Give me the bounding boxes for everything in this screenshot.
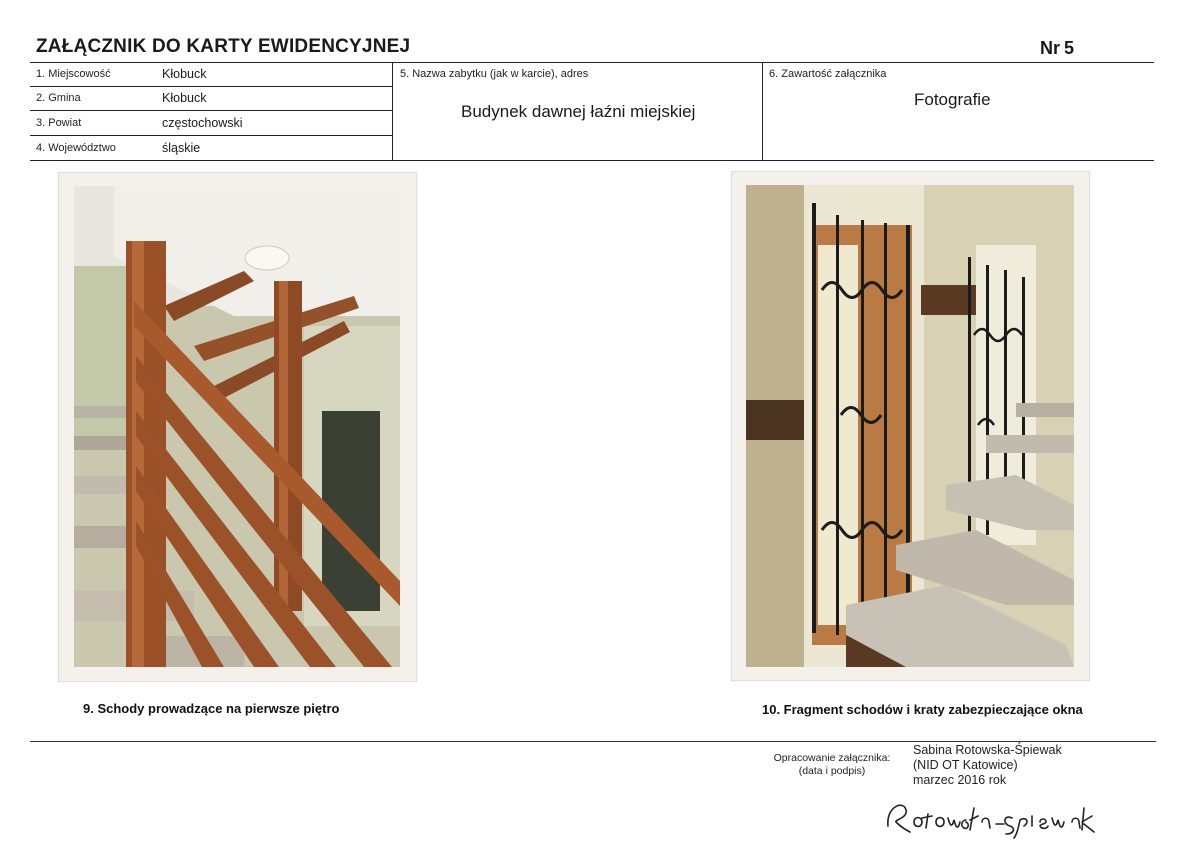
attachment-label: 6. Zawartość załącznika	[769, 68, 887, 80]
photo-caption: 10. Fragment schodów i kraty zabezpieczające okna	[762, 702, 1083, 717]
row-divider	[30, 110, 392, 111]
field-label-powiat: 3. Powiat	[36, 117, 82, 129]
column-divider	[392, 62, 393, 160]
window-grilles-photo-image	[746, 185, 1074, 667]
table-bottom-border	[30, 160, 1154, 161]
row-divider	[30, 135, 392, 136]
handwritten-signature	[884, 796, 1099, 840]
column-divider	[762, 62, 763, 160]
author-block	[913, 743, 1062, 788]
photo-staircase	[58, 172, 417, 682]
field-label-gmina: 2. Gmina	[36, 92, 81, 104]
author-date: marzec 2016 rok	[913, 773, 1007, 787]
monument-label: 5. Nazwa zabytku (jak w karcie), adres	[400, 68, 589, 80]
field-value-wojewodztwo: śląskie	[162, 141, 201, 155]
author-name: Sabina Rotowska-Śpiewak	[913, 743, 1062, 757]
number-label: Nr	[1040, 38, 1061, 58]
field-value-gmina: Kłobuck	[162, 91, 207, 105]
prepared-by-label	[762, 752, 902, 778]
field-value-powiat: częstochowski	[162, 116, 243, 130]
document-number	[1036, 38, 1074, 59]
document-title: ZAŁĄCZNIK DO KARTY EWIDENCYJNEJ	[36, 36, 411, 57]
field-label-miejscowosc: 1. Miejscowość	[36, 68, 111, 80]
field-value-miejscowosc: Kłobuck	[162, 67, 207, 81]
field-label-wojewodztwo: 4. Województwo	[36, 142, 116, 154]
author-organization: (NID OT Katowice)	[913, 758, 1018, 772]
prepared-by-label-line2: (data i podpis)	[798, 765, 866, 777]
staircase-photo-image	[74, 186, 400, 667]
photo-caption: 9. Schody prowadzące na pierwsze piętro	[83, 701, 340, 716]
photo-window-grilles	[731, 171, 1090, 681]
table-top-border	[30, 62, 1154, 63]
footer-divider	[30, 741, 1156, 742]
number-value: 5	[1064, 38, 1075, 58]
row-divider	[30, 86, 392, 87]
monument-name: Budynek dawnej łaźni miejskiej	[461, 102, 696, 121]
prepared-by-label-line1: Opracowanie załącznika:	[773, 752, 891, 764]
attachment-content: Fotografie	[914, 90, 991, 109]
